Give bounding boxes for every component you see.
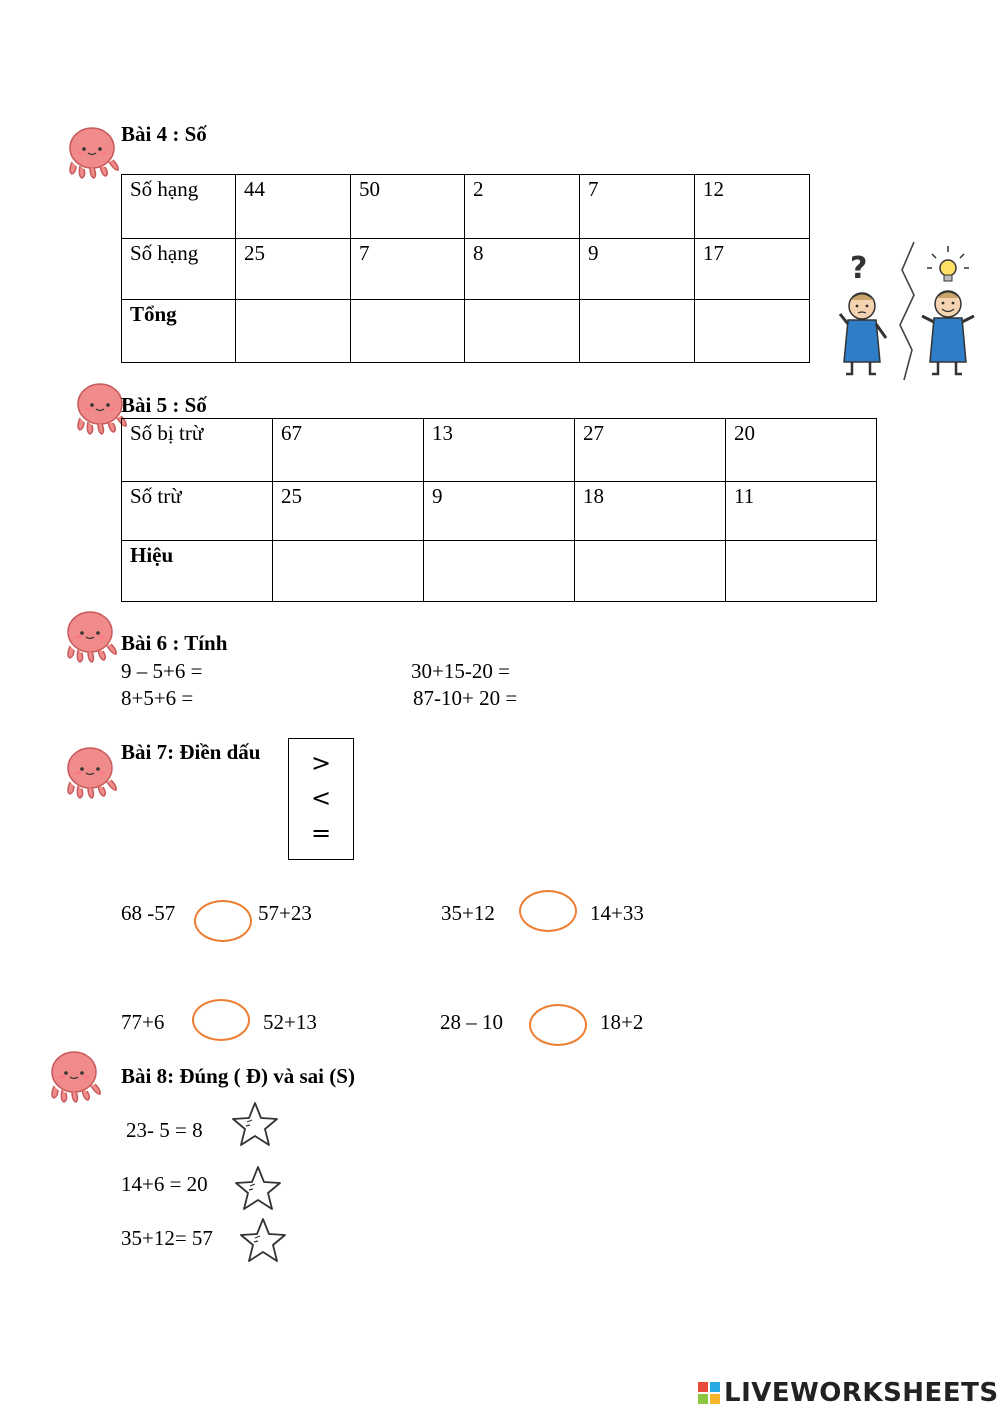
octopus-icon	[44, 1046, 104, 1104]
octopus-icon	[60, 742, 120, 800]
true-false-statement: 35+12= 57	[121, 1226, 213, 1250]
logo-blocks-icon	[698, 1380, 722, 1406]
table-row	[122, 482, 877, 541]
table-cell: 9	[580, 239, 695, 300]
table-row	[122, 175, 810, 239]
bai8-heading: Bài 8: Đúng ( Đ) và sai (S)	[121, 1064, 355, 1088]
bai4-heading: Bài 4 : Số	[121, 122, 207, 146]
table-cell: 13	[424, 419, 575, 482]
sign-greater[interactable]: >	[310, 749, 332, 777]
true-false-statement: 23- 5 = 8	[126, 1118, 203, 1142]
table-cell: 44	[236, 175, 351, 239]
compare-right: 52+13	[263, 1010, 317, 1034]
answer-cell[interactable]	[351, 300, 465, 363]
octopus-icon	[62, 122, 122, 180]
bai4-table	[121, 174, 810, 363]
star-icon[interactable]	[230, 1100, 280, 1150]
bai7-heading: Bài 7: Điền dấu	[121, 740, 261, 764]
table-cell: 27	[575, 419, 726, 482]
compare-answer-oval[interactable]	[194, 900, 252, 942]
expression: 9 – 5+6 =	[121, 659, 203, 683]
table-cell: 67	[273, 419, 424, 482]
table-cell: 12	[695, 175, 810, 239]
table-cell: 18	[575, 482, 726, 541]
bai5-heading: Bài 5 : Số	[121, 393, 207, 417]
table-cell: 17	[695, 239, 810, 300]
table-row	[122, 239, 810, 300]
table-cell: 25	[273, 482, 424, 541]
row-label: Số bị trừ	[122, 419, 273, 482]
compare-left: 68 -57	[121, 901, 176, 925]
table-row	[122, 300, 810, 363]
row-label: Số trừ	[122, 482, 273, 541]
answer-cell[interactable]	[424, 541, 575, 602]
compare-left: 28 – 10	[440, 1010, 503, 1034]
svg-text:?: ?	[850, 251, 868, 286]
table-cell: 2	[465, 175, 580, 239]
table-cell: 9	[424, 482, 575, 541]
compare-right: 57+23	[258, 901, 312, 925]
compare-left: 77+6	[121, 1010, 165, 1034]
table-cell: 7	[580, 175, 695, 239]
table-row	[122, 541, 877, 602]
table-row	[122, 419, 877, 482]
compare-answer-oval[interactable]	[192, 999, 250, 1041]
answer-cell[interactable]	[575, 541, 726, 602]
compare-right: 14+33	[590, 901, 644, 925]
thinking-kids-icon	[836, 240, 978, 382]
brand-name: LIVEWORKSHEETS	[724, 1378, 999, 1408]
sign-equal[interactable]: =	[310, 819, 332, 847]
compare-answer-oval[interactable]	[529, 1004, 587, 1046]
table-cell: 11	[726, 482, 877, 541]
row-label: Hiệu	[122, 541, 273, 602]
true-false-statement: 14+6 = 20	[121, 1172, 208, 1196]
compare-right: 18+2	[600, 1010, 644, 1034]
row-label: Số hạng	[122, 175, 236, 239]
answer-cell[interactable]	[236, 300, 351, 363]
octopus-icon	[60, 606, 120, 664]
expression: 87-10+ 20 =	[413, 686, 518, 710]
answer-cell[interactable]	[465, 300, 580, 363]
table-cell: 8	[465, 239, 580, 300]
liveworksheets-logo	[698, 1378, 999, 1408]
star-icon[interactable]	[237, 1216, 289, 1266]
compare-left: 35+12	[441, 901, 495, 925]
table-cell: 50	[351, 175, 465, 239]
sign-options-box	[288, 738, 354, 860]
bai5-table	[121, 418, 877, 602]
compare-answer-oval[interactable]	[519, 890, 577, 932]
table-cell: 7	[351, 239, 465, 300]
table-cell: 20	[726, 419, 877, 482]
answer-cell[interactable]	[580, 300, 695, 363]
row-label: Số hạng	[122, 239, 236, 300]
star-icon[interactable]	[232, 1164, 284, 1214]
bai6-heading: Bài 6 : Tính	[121, 631, 228, 655]
expression: 30+15-20 =	[411, 659, 510, 683]
answer-cell[interactable]	[273, 541, 424, 602]
expression: 8+5+6 =	[121, 686, 194, 710]
sign-less[interactable]: <	[310, 784, 332, 812]
table-cell: 25	[236, 239, 351, 300]
answer-cell[interactable]	[726, 541, 877, 602]
row-label: Tổng	[122, 300, 236, 363]
answer-cell[interactable]	[695, 300, 810, 363]
